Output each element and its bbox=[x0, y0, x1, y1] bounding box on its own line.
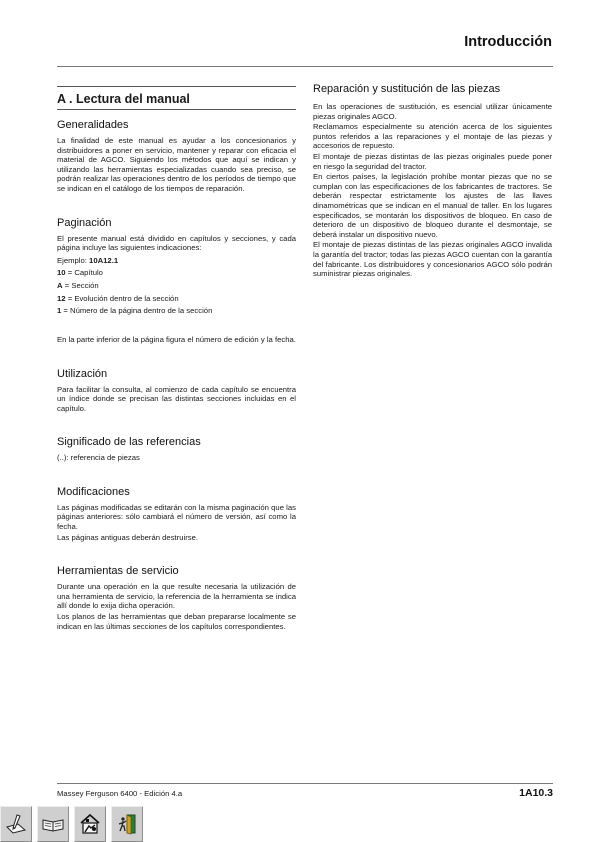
section-a-title: A . Lectura del manual bbox=[57, 86, 296, 110]
footer-edition: Massey Ferguson 6400 - Edición 4.a bbox=[57, 789, 183, 798]
left-column bbox=[57, 82, 296, 631]
paginacion-item: 10 = Capítulo bbox=[57, 268, 103, 278]
paginacion-item: A = Sección bbox=[57, 280, 99, 290]
utilizacion-heading: Utilización bbox=[57, 367, 108, 380]
modificaciones-text-1: Las páginas modificadas se editarán con la misma paginación que las páginas anteriores: sólo cambiará el número de versión, así como la fecha. bbox=[57, 502, 296, 532]
herramientas-text-2: Los planos de las herramientas que deban prepararse localmente se indican en las últimas secciones de los capítulos correspondientes. bbox=[57, 612, 296, 631]
navigation-toolbar bbox=[0, 806, 143, 842]
paginacion-item: 1 = Número de la página dentro de la sección bbox=[57, 306, 213, 316]
paginacion-heading: Paginación bbox=[57, 216, 112, 229]
reparacion-text-5: El montaje de piezas distintas de las piezas originales AGCO invalida la garantía del tractor; todas las piezas AGCO cuentan con la garantía del fabricante. Los distribuidores y concesionarios AGCO sólo podrán suministrar piezas originales. bbox=[313, 240, 552, 279]
pen-paper-icon bbox=[4, 812, 28, 836]
paginacion-intro: El presente manual está dividido en capítulos y secciones, y cada página incluye las siguientes indicaciones: bbox=[57, 233, 296, 253]
reparacion-text-2: Reclamamos especialmente su atención acerca de los siguientes puntos referidos a las reparaciones y el montaje de las piezas y accesorios de repuesto. bbox=[313, 122, 552, 151]
reparacion-heading: Reparación y sustitución de las piezas bbox=[313, 83, 501, 95]
utilizacion-text: Para facilitar la consulta, al comienzo de cada capítulo se encuentra un índice donde se precisan las distintas secciones incluidas en el capítulo. bbox=[57, 384, 296, 413]
exit-door-icon bbox=[115, 812, 139, 836]
footer-divider bbox=[57, 783, 553, 784]
right-column bbox=[313, 82, 552, 279]
generalidades-text: La finalidad de este manual es ayudar a los concesionarios y distribuidores a poner en servicio, mantener y reparar con eficacia el material de AGCO. Siguiendo los métodos que aquí se indican y utilizando las herramientas especializadas cuando sea preciso, se podrán realizar las operaciones dentro de los períodos de tiempo que se indican en el catálogo de los tiempos de reparación. bbox=[57, 136, 296, 193]
header-divider bbox=[57, 66, 553, 67]
manual-button[interactable] bbox=[37, 806, 69, 842]
open-book-icon bbox=[41, 812, 65, 836]
modificaciones-text-2: Las páginas antiguas deberán destruirse. bbox=[57, 532, 199, 542]
modificaciones-heading: Modificaciones bbox=[57, 485, 130, 498]
reparacion-text-4: En ciertos países, la legislación prohíbe montar piezas que no se cumplan con las especificaciones de los fabricantes de tractores. Se deberán respectar estrictamente los ajustes de las llaves dinamométricas que se indican en el manual de taller. En los lugares especificados, se montarán los dispositivos de bloqueo. En caso de deterioro de un dispositivo de bloqueo durante el desmontaje, se deberá instalar un dispositivo nuevo. bbox=[313, 172, 552, 239]
house-tools-icon bbox=[77, 811, 103, 837]
herramientas-text-1: Durante una operación en la que resulte necesaria la utilización de una herramienta de servicio, la referencia de la herramienta se indica allí donde lo exija dicha operación. bbox=[57, 582, 296, 611]
example-code: 10A12.1 bbox=[89, 255, 119, 265]
generalidades-heading: Generalidades bbox=[57, 119, 129, 131]
referencias-text: (..): referencia de piezas bbox=[57, 453, 140, 463]
home-button[interactable] bbox=[74, 806, 106, 842]
paginacion-item: 12 = Evolución dentro de la sección bbox=[57, 293, 179, 303]
page-number: 1A10.3 bbox=[519, 787, 553, 799]
page-title: Introducción bbox=[464, 34, 552, 50]
exit-button[interactable] bbox=[111, 806, 143, 842]
reparacion-text-3: El montaje de piezas distintas de las piezas originales puede poner en riesgo la seguridad del tractor. bbox=[313, 151, 552, 171]
paginacion-footer-note: En la parte inferior de la página figura el número de edición y la fecha. bbox=[57, 334, 296, 344]
referencias-heading: Significado de las referencias bbox=[57, 436, 201, 449]
paginacion-example bbox=[57, 256, 296, 266]
example-label: Ejemplo: bbox=[57, 255, 90, 265]
herramientas-heading: Herramientas de servicio bbox=[57, 565, 179, 578]
reparacion-text-1: En las operaciones de sustitución, es esencial utilizar únicamente piezas originales AGCO. bbox=[313, 102, 552, 121]
notes-button[interactable] bbox=[0, 806, 32, 842]
